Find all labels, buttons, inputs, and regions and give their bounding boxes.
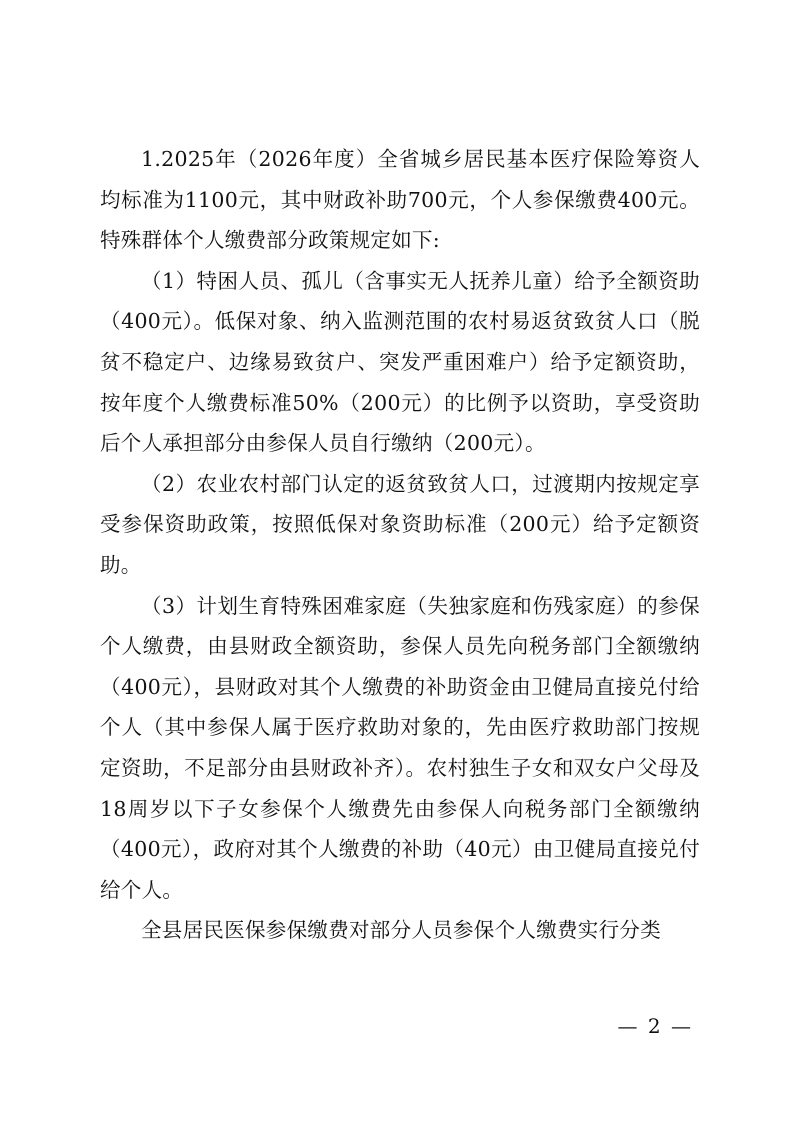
paragraph-item-2: （2）农业农村部门认定的返贫致贫人口，过渡期内按规定享受参保资助政策，按照低保对象资助标准（200元）给予定额资助。 (100, 471, 700, 577)
document-body (100, 139, 700, 951)
page-number: — 2 — (617, 1014, 693, 1038)
paragraph-item-3: （3）计划生育特殊困难家庭（失独家庭和伤残家庭）的参保个人缴费，由县财政全额资助，参保人员先向税务部门全额缴纳（400元），县财政对其个人缴费的补助资金由卫健局直接兑付给个人（其中参保人属于医疗救助对象的，先由医疗救助部门按规定资助，不足部分由县财政补齐）。农村独生子女和双女户父母及18周岁以下子女参保个人缴费先由参保人向税务部门全额缴纳（400元），政府对其个人缴费的补助（40元）由卫健局直接兑付给个人。 (100, 593, 700, 902)
paragraph-item-1: （1）特困人员、孤儿（含事实无人抚养儿童）给予全额资助（400元）。低保对象、纳入监测范围的农村易返贫致贫人口（脱贫不稳定户、边缘易致贫户、突发严重困难户）给予定额资助，按年度个人缴费标准50%（200元）的比例予以资助，享受资助后个人承担部分由参保人员自行缴纳（200元）。 (100, 268, 700, 456)
paragraph-funding-standard: 1.2025年（2026年度）全省城乡居民基本医疗保险筹资人均标准为1100元，其中财政补助700元，个人参保缴费400元。特殊群体个人缴费部分政策规定如下: (100, 147, 700, 253)
paragraph-county-summary: 全县居民医保参保缴费对部分人员参保个人缴费实行分类 (141, 918, 661, 943)
